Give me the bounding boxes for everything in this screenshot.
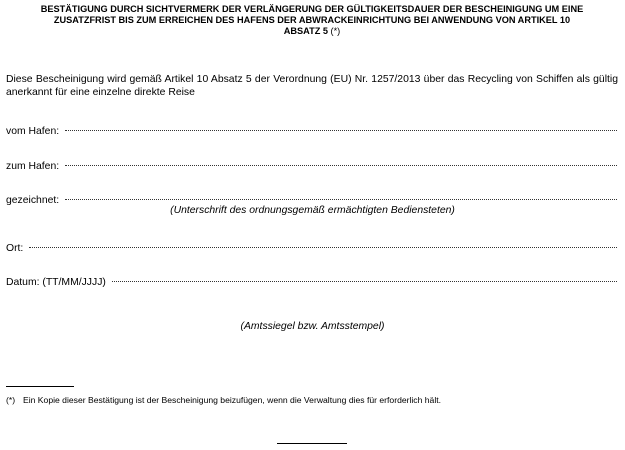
- from-port-field[interactable]: [65, 120, 617, 134]
- date-field[interactable]: [112, 271, 617, 285]
- signed-row: [6, 189, 617, 206]
- from-port-row: [6, 120, 617, 137]
- to-port-field[interactable]: [65, 155, 617, 169]
- footnote-text: Ein Kopie dieser Bestätigung ist der Bescheinigung beizufügen, wenn die Verwaltung dies für erforderlich hält.: [23, 395, 442, 405]
- page-end-rule: [277, 443, 347, 444]
- to-port-label: zum Hafen:: [6, 161, 60, 172]
- to-port-row: [6, 155, 617, 172]
- place-label: Ort:: [6, 243, 24, 254]
- place-field[interactable]: [29, 237, 617, 251]
- title-line-2: ZUSATZFRIST BIS ZUM ERREICHEN DES HAFENS DER ABWRACKEINRICHTUNG BEI ANWENDUNG VON ARTIKEL 10: [53, 15, 571, 25]
- seal-caption: (Amtssiegel bzw. Amtsstempel): [240, 321, 385, 332]
- from-port-label: vom Hafen:: [6, 126, 60, 137]
- footnote-separator: [6, 386, 74, 387]
- signature-field[interactable]: [65, 189, 617, 203]
- title-line-3: [12, 26, 612, 37]
- date-row: [6, 271, 617, 288]
- date-label: Datum: (TT/MM/JJJJ): [6, 277, 106, 288]
- footnote-marker: (*): [6, 395, 16, 405]
- footnote: [6, 395, 441, 406]
- signature-caption: (Unterschrift des ordnungsgemäß ermächtigten Bediensteten): [170, 205, 455, 216]
- document-title: [12, 4, 612, 37]
- title-footnote-ref: (*): [330, 26, 341, 36]
- title-line-1: BESTÄTIGUNG DURCH SICHTVERMERK DER VERLÄNGERUNG DER GÜLTIGKEITSDAUER DER BESCHEINIGUNG UM EINE: [40, 4, 584, 14]
- title-line-3-text: ABSATZ 5: [283, 26, 328, 36]
- place-row: [6, 237, 617, 254]
- signed-label: gezeichnet:: [6, 195, 60, 206]
- intro-paragraph: Diese Bescheinigung wird gemäß Artikel 10 Absatz 5 der Verordnung (EU) Nr. 1257/2013 über das Recycling von Schiffen als gültig anerkannt für eine einzelne direkte Reise: [6, 74, 618, 98]
